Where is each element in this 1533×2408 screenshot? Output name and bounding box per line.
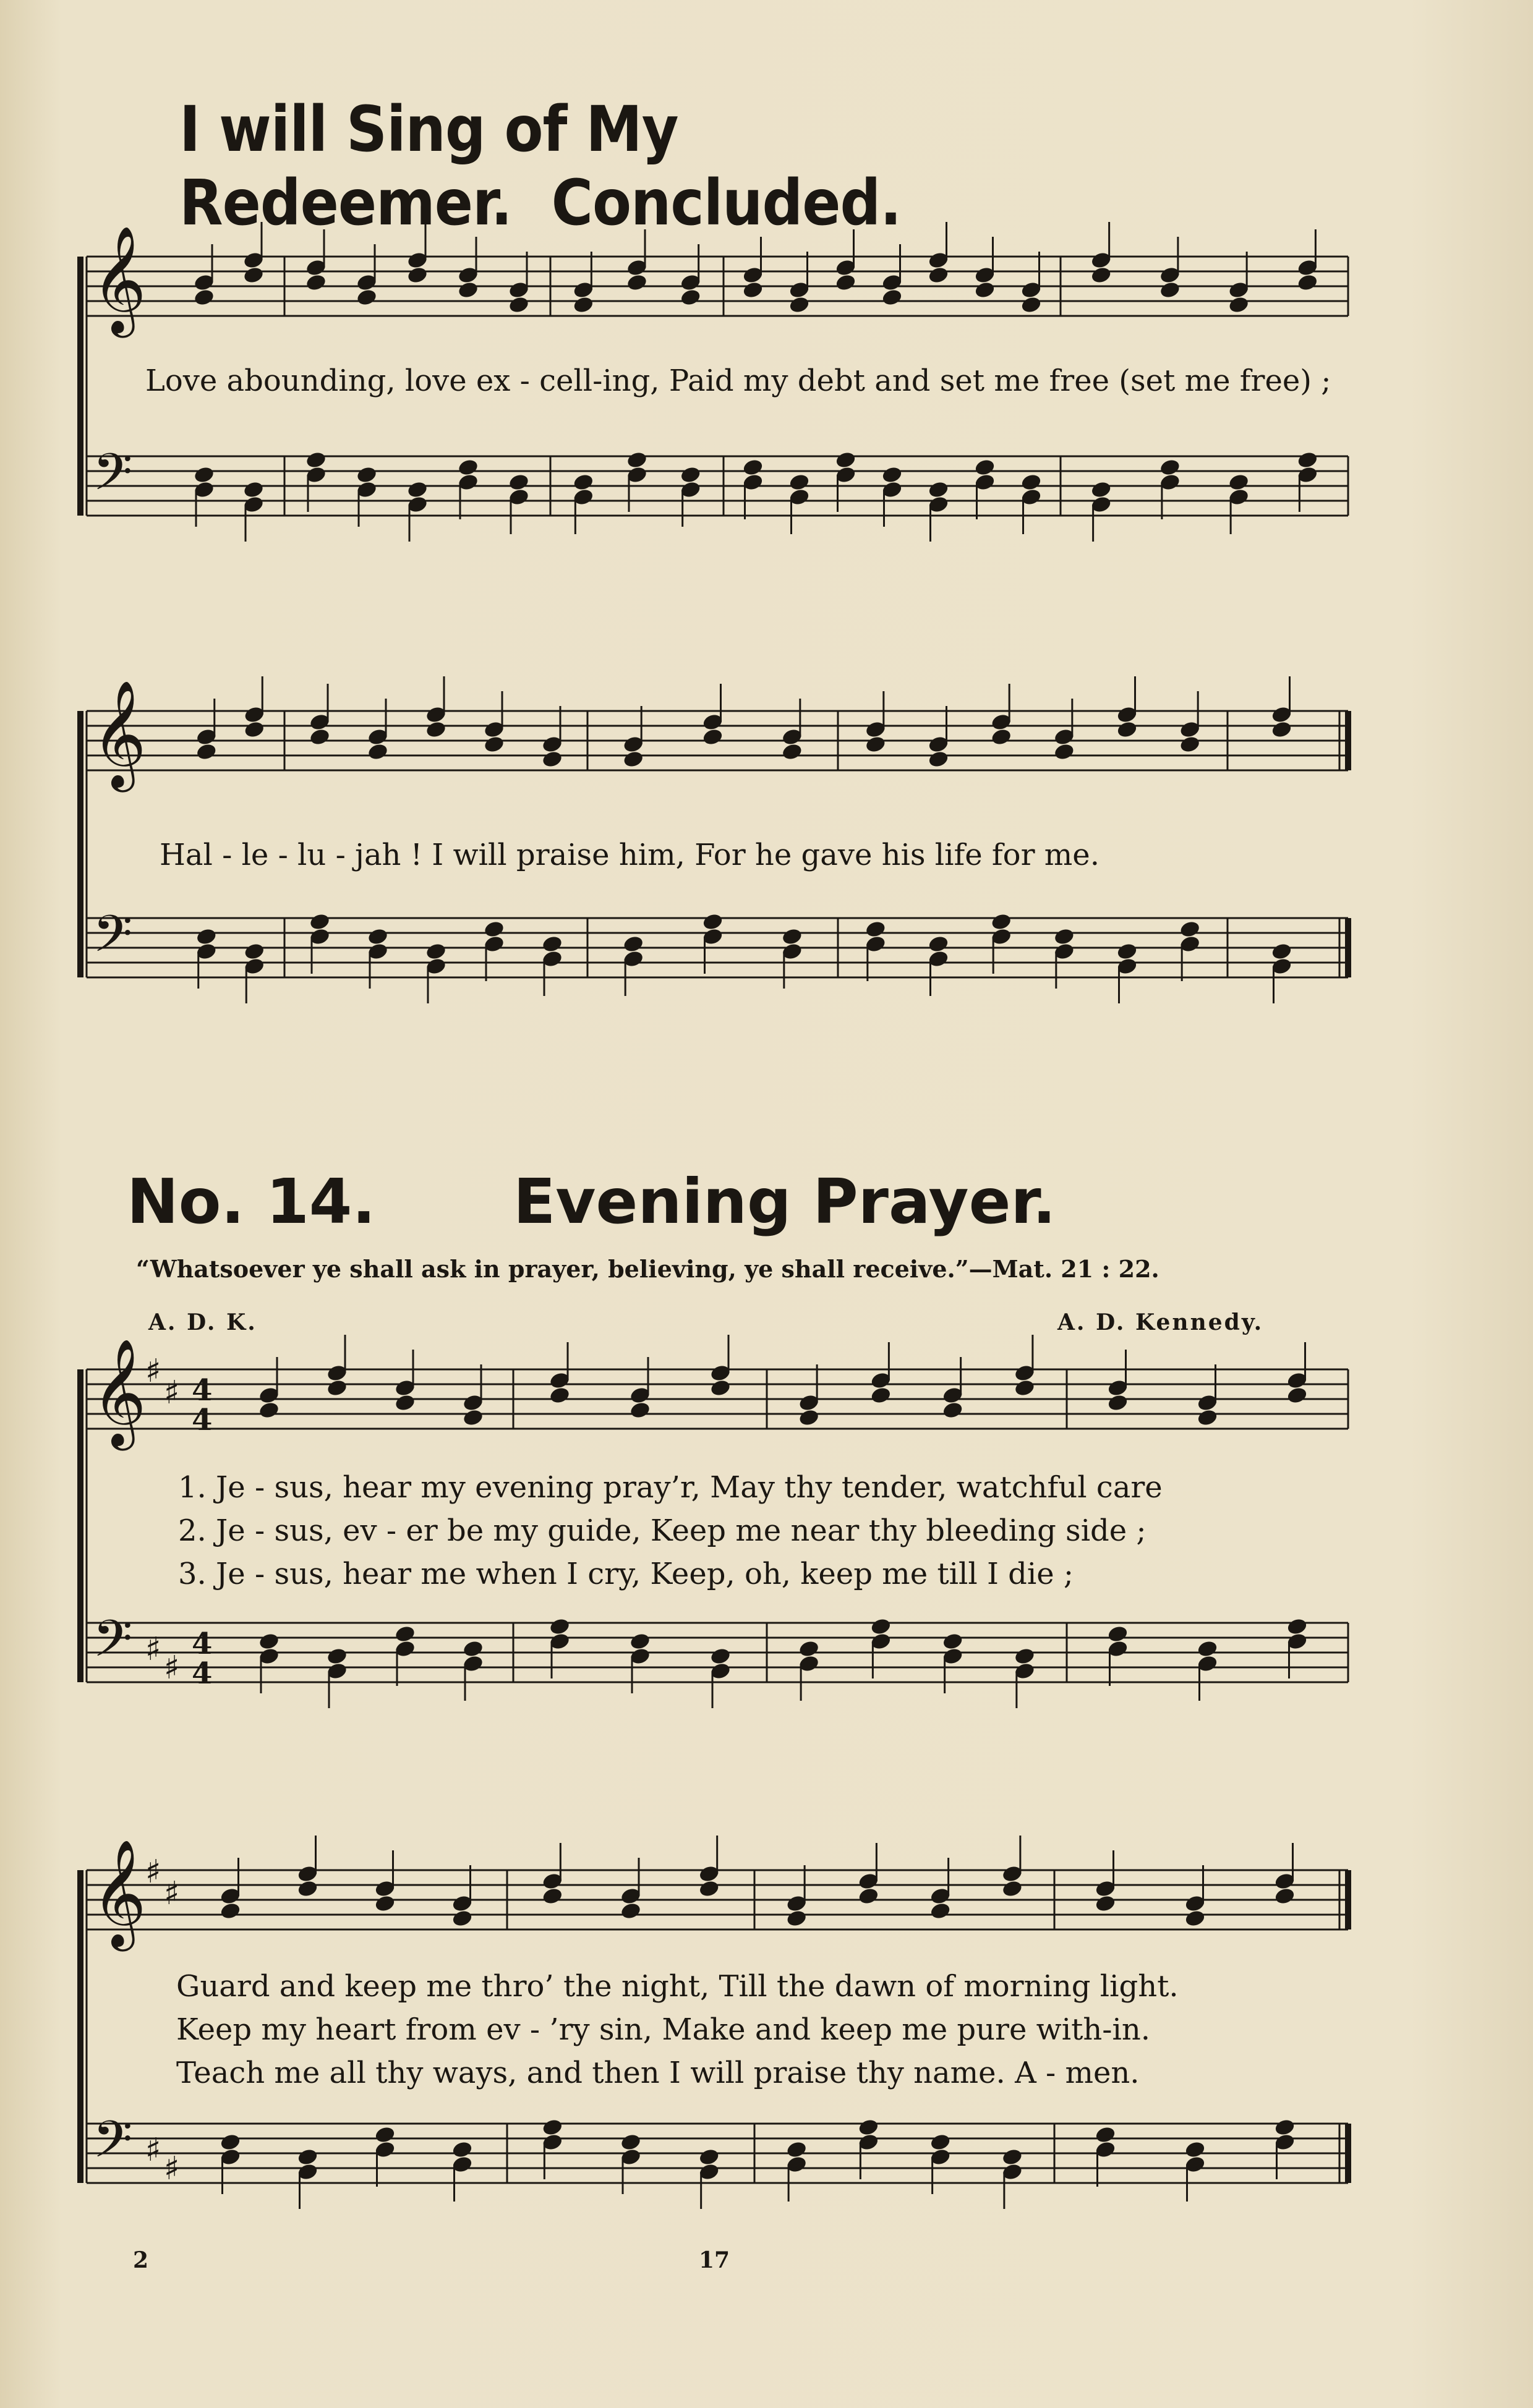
h1-sys2-notehead — [1053, 927, 1075, 947]
h1-sys1-notehead — [356, 466, 378, 485]
h2-sys1-notehead — [1014, 1647, 1036, 1666]
h1-sys2-notehead — [781, 927, 803, 947]
h2-sys2-notehead — [929, 1902, 952, 1921]
h1-sys1-notehead — [928, 266, 950, 285]
scripture-epigraph: “Whatsoever ye shall ask in prayer, believing, ye shall receive.”—Mat. 21 : 22. — [136, 1255, 1159, 1283]
h2-sys1-notehead — [870, 1386, 892, 1405]
h2-sys1-notehead — [798, 1640, 820, 1659]
h2-sys1-notehead — [629, 1632, 651, 1651]
h2-sys2-notehead — [1001, 1879, 1023, 1899]
h1-sys2-notehead — [367, 742, 389, 762]
h1-sys1-notehead — [928, 480, 950, 500]
h1-sys2-notehead — [781, 742, 803, 762]
h1-sys1-notehead — [406, 266, 429, 285]
h2-sys2-notehead — [1274, 2118, 1296, 2137]
h1-sys1-notehead — [1297, 273, 1319, 292]
h2-sys1-key: ♯ — [164, 1649, 180, 1687]
h1-sys1-notehead — [457, 281, 479, 300]
h2-sys1-notehead — [709, 1379, 732, 1398]
h2-sys1-key: ♯ — [145, 1352, 161, 1390]
h1-sys2-notehead — [1116, 720, 1138, 739]
h2-sys2-notehead — [929, 2133, 952, 2152]
h1-sys2-notehead — [195, 742, 218, 762]
h2-sys1-notehead — [1107, 1393, 1129, 1413]
h1-sys2-notehead — [1179, 920, 1201, 939]
h2-sys1-notehead — [1197, 1408, 1219, 1427]
h1-sys2-notehead — [541, 935, 563, 954]
hymn-number: No. 14. — [127, 1165, 376, 1238]
h1-sys1-notehead — [680, 466, 702, 485]
h1-sys1-notehead — [242, 480, 265, 500]
h1-sys1-bass-clef: 𝄢 — [93, 442, 133, 514]
verse-2-line-b: Keep my heart from ev - ’ry sin, Make and keep me pure with-in. — [176, 2012, 1151, 2047]
h1-sys1-notehead — [457, 458, 479, 477]
h1-sys1-notehead — [1228, 296, 1250, 315]
h1-sys2-notehead — [541, 750, 563, 769]
h1-sys1-notehead — [742, 281, 764, 300]
h1-sys2-notehead — [309, 728, 331, 747]
h2-sys2-notehead — [858, 1887, 880, 1906]
title-suffix: Concluded. — [551, 166, 902, 240]
h1-sys2-notehead — [990, 913, 1012, 932]
h1-sys2-notehead — [1271, 942, 1293, 961]
h1-sys1-notehead — [1159, 458, 1181, 477]
h1-sys2-notehead — [928, 935, 950, 954]
h2-sys2-notehead — [1095, 2125, 1117, 2145]
h2-sys2-notehead — [1001, 2148, 1023, 2167]
h1-sys1-notehead — [193, 466, 215, 485]
h1-sys2-notehead — [195, 927, 218, 947]
h1-sys1-notehead — [835, 451, 857, 470]
verse-3-line-a: 3. Je - sus, hear me when I cry, Keep, oh, keep me till I die ; — [178, 1557, 1074, 1591]
h1-sys1-notehead — [1159, 281, 1181, 300]
h1-sys1-notehead — [1020, 296, 1043, 315]
h1-sys1-notehead — [974, 458, 996, 477]
verse-1-line-a: 1. Je - sus, hear my evening pray’r, May thy tender, watchful care — [178, 1470, 1163, 1505]
h2-sys1-notehead — [394, 1625, 416, 1644]
h2-sys1-notehead — [709, 1647, 732, 1666]
page-number-center: 17 — [699, 2247, 730, 2273]
h1-sys2-notehead — [243, 720, 265, 739]
h1-sys2-notehead — [309, 913, 331, 932]
h1-sys2-treble-clef: 𝄞 — [92, 680, 147, 788]
h1-sys1-notehead — [742, 458, 764, 477]
verse-3-line-b: Teach me all thy ways, and then I will praise thy name. A - men. — [176, 2056, 1140, 2090]
h1-sys1-notehead — [881, 288, 903, 307]
h1-sys1-treble-clef: 𝄞 — [92, 226, 147, 333]
h2-sys1-notehead — [870, 1617, 892, 1636]
h2-sys1-notehead — [942, 1401, 964, 1420]
h2-sys2-notehead — [1184, 2140, 1206, 2159]
h2-sys2-notehead — [1274, 1887, 1296, 1906]
time-signature: 4 — [192, 1656, 213, 1691]
h2-sys1-notehead — [462, 1408, 484, 1427]
h2-sys1-notehead — [549, 1617, 571, 1636]
h2-sys2-notehead — [374, 2125, 396, 2145]
page-number-left: 2 — [133, 2247, 149, 2273]
h2-sys2-notehead — [1095, 1894, 1117, 1913]
h2-sys2-notehead — [374, 1894, 396, 1913]
h1-sys2-notehead — [702, 728, 724, 747]
h1-sys2-notehead — [1179, 735, 1201, 754]
h2-sys2-notehead — [451, 1909, 474, 1928]
h1-sys1-notehead — [1090, 480, 1112, 500]
time-signature: 4 — [192, 1373, 213, 1408]
h1-sys2-notehead — [865, 920, 887, 939]
h2-sys1-notehead — [629, 1401, 651, 1420]
h2-sys1-notehead — [394, 1393, 416, 1413]
h1-sys1-notehead — [406, 480, 429, 500]
h2-sys1-key: ♯ — [145, 1630, 161, 1668]
h2-sys1-notehead — [1286, 1386, 1309, 1405]
verse-2-line-a: 2. Je - sus, ev - er be my guide, Keep me near thy bleeding side ; — [178, 1513, 1147, 1548]
h1-sys2-notehead — [483, 735, 505, 754]
hymn1-lyric-line-1: Love abounding, love ex - cell-ing, Paid my debt and set me free (set me free) ; — [145, 364, 1331, 398]
time-signature: 4 — [192, 1403, 213, 1437]
h1-sys1-notehead — [508, 473, 530, 492]
h1-sys2-notehead — [483, 920, 505, 939]
h2-sys2-key: ♯ — [164, 2150, 180, 2187]
h2-sys1-notehead — [462, 1640, 484, 1659]
words-credit: A. D. K. — [148, 1309, 257, 1335]
h1-sys2-notehead — [622, 750, 644, 769]
h2-sys2-key: ♯ — [145, 1853, 161, 1891]
h1-sys1-notehead — [193, 288, 215, 307]
h2-sys2-notehead — [858, 2118, 880, 2137]
h2-sys2-notehead — [220, 2133, 242, 2152]
h2-sys1-notehead — [798, 1408, 820, 1427]
h2-sys2-notehead — [1184, 1909, 1206, 1928]
h1-sys2-notehead — [622, 935, 644, 954]
h1-sys1-notehead — [680, 288, 702, 307]
h1-sys2-notehead — [702, 913, 724, 932]
h1-sys1-notehead — [788, 473, 811, 492]
h2-sys2-notehead — [698, 1879, 720, 1899]
h1-sys2-notehead — [243, 942, 265, 961]
h2-sys2-notehead — [620, 1902, 642, 1921]
h2-sys2-treble-clef: 𝄞 — [92, 1839, 147, 1947]
h1-sys1-notehead — [1228, 473, 1250, 492]
h2-sys1-treble-clef: 𝄞 — [92, 1338, 147, 1446]
h1-sys2-notehead — [928, 750, 950, 769]
h2-sys2-bass-clef: 𝄢 — [93, 2109, 133, 2182]
h2-sys1-notehead — [942, 1632, 964, 1651]
h2-sys1-notehead — [1014, 1379, 1036, 1398]
h2-sys1-bass-clef: 𝄢 — [93, 1609, 133, 1681]
h2-sys1-notehead — [1286, 1617, 1309, 1636]
h1-sys1-notehead — [572, 473, 594, 492]
verse-1-line-b: Guard and keep me thro’ the night, Till the dawn of morning light. — [176, 1969, 1179, 2004]
h1-sys2-notehead — [1116, 942, 1138, 961]
h2-sys2-notehead — [698, 2148, 720, 2167]
h2-sys2-notehead — [541, 1887, 563, 1906]
h1-sys2-notehead — [425, 720, 447, 739]
h1-sys2-notehead — [865, 735, 887, 754]
h1-sys1-notehead — [1297, 451, 1319, 470]
h1-sys1-notehead — [572, 296, 594, 315]
h1-sys1-notehead — [508, 296, 530, 315]
title-text: I will Sing of My Redeemer. — [179, 93, 678, 240]
music-credit: A. D. Kennedy. — [1057, 1309, 1264, 1335]
h1-sys2-notehead — [425, 942, 447, 961]
h2-sys2-key: ♯ — [145, 2131, 161, 2169]
hymn1-lyric-line-2: Hal - le - lu - jah ! I will praise him, For he gave his life for me. — [160, 838, 1100, 872]
h1-sys1-notehead — [356, 288, 378, 307]
h2-sys1-key: ♯ — [164, 1374, 180, 1411]
h2-sys1-notehead — [326, 1379, 348, 1398]
h1-sys2-notehead — [1271, 720, 1293, 739]
time-signature: 4 — [192, 1627, 213, 1661]
h2-sys2-notehead — [451, 2140, 474, 2159]
h2-sys2-notehead — [785, 2140, 808, 2159]
h1-sys1-notehead — [1020, 473, 1043, 492]
h1-sys2-bass-clef: 𝄢 — [93, 904, 133, 976]
hymn-title: Evening Prayer. — [513, 1165, 1056, 1238]
h2-sys2-key: ♯ — [164, 1874, 180, 1912]
h2-sys2-notehead — [620, 2133, 642, 2152]
h2-sys1-notehead — [1197, 1640, 1219, 1659]
h2-sys1-notehead — [549, 1386, 571, 1405]
h2-sys2-notehead — [220, 1902, 242, 1921]
h1-sys2-notehead — [1053, 742, 1075, 762]
h1-sys1-notehead — [242, 266, 265, 285]
h1-sys1-notehead — [305, 273, 327, 292]
h1-sys2-notehead — [367, 927, 389, 947]
h1-sys1-notehead — [974, 281, 996, 300]
h1-sys1-notehead — [626, 451, 648, 470]
h2-sys1-notehead — [326, 1647, 348, 1666]
h1-sys1-notehead — [788, 296, 811, 315]
h1-sys1-notehead — [881, 466, 903, 485]
h2-sys1-notehead — [258, 1632, 280, 1651]
h1-sys2-notehead — [990, 728, 1012, 747]
h2-sys2-notehead — [785, 1909, 808, 1928]
h2-sys1-notehead — [258, 1401, 280, 1420]
h1-sys1-notehead — [835, 273, 857, 292]
h1-sys1-notehead — [1090, 266, 1112, 285]
h2-sys2-notehead — [297, 2148, 319, 2167]
h2-sys2-notehead — [297, 1879, 319, 1899]
h1-sys1-notehead — [305, 451, 327, 470]
h2-sys1-notehead — [1107, 1625, 1129, 1644]
h1-sys1-notehead — [626, 273, 648, 292]
h2-sys2-notehead — [541, 2118, 563, 2137]
